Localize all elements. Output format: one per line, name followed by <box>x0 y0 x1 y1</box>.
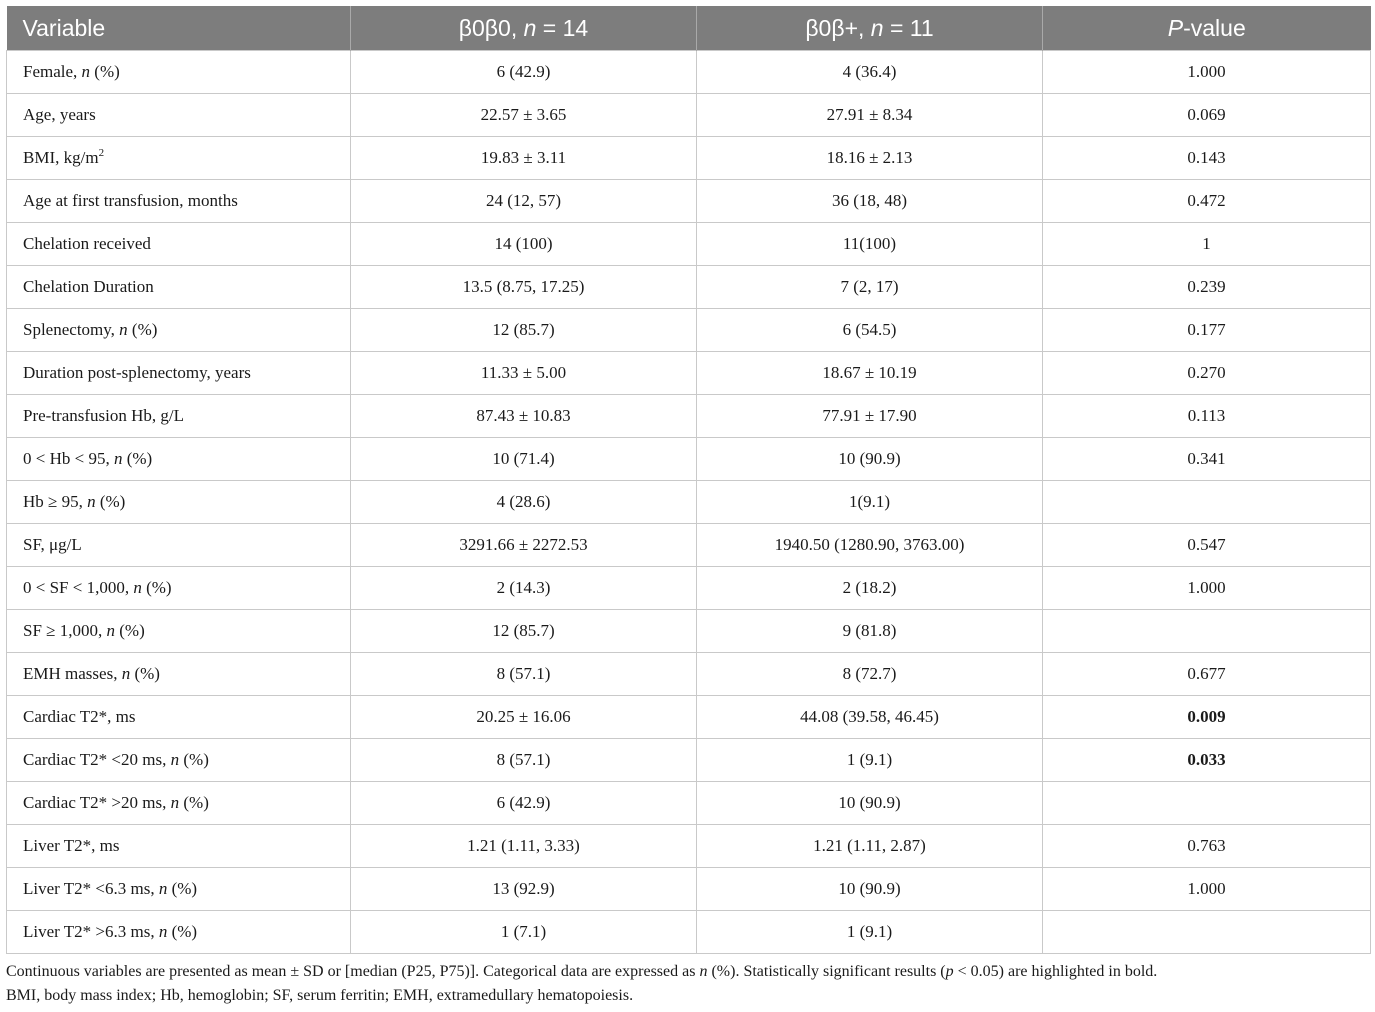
table-row <box>7 94 1371 137</box>
variable-italic-n: n <box>121 664 131 683</box>
variable-text: Cardiac T2* <20 ms, <box>23 750 171 769</box>
footnote-l1-n: n <box>699 963 708 980</box>
header-group-b0bplus <box>697 6 1043 51</box>
variable-text: SF ≥ 1,000, <box>23 621 107 640</box>
cell-b0b0: 12 (85.7) <box>351 309 697 352</box>
cell-b0bplus: 2 (18.2) <box>697 567 1043 610</box>
cell-p-value <box>1043 481 1371 524</box>
table-row <box>7 395 1371 438</box>
cell-b0bplus: 6 (54.5) <box>697 309 1043 352</box>
cell-b0b0: 13 (92.9) <box>351 868 697 911</box>
footnote-l1-b: (%). Statistically significant results ( <box>707 963 946 980</box>
cell-variable <box>7 782 351 825</box>
variable-suffix: (%) <box>90 62 120 81</box>
footnote-l1-p: p <box>945 963 954 980</box>
header-p-value <box>1043 6 1371 51</box>
variable-italic-n: n <box>87 492 96 511</box>
variable-italic-n: n <box>119 320 128 339</box>
table-row <box>7 137 1371 180</box>
cell-variable <box>7 567 351 610</box>
table-body <box>7 51 1371 954</box>
table-row <box>7 739 1371 782</box>
header-row <box>7 6 1371 51</box>
table-row <box>7 352 1371 395</box>
variable-text: Hb ≥ 95, <box>23 492 88 511</box>
table-row <box>7 524 1371 567</box>
variable-text: SF, μg/L <box>23 535 82 554</box>
cell-b0bplus: 77.91 ± 17.90 <box>697 395 1043 438</box>
header-group-b0bplus-label: β0β+, <box>805 14 871 41</box>
cell-b0bplus: 36 (18, 48) <box>697 180 1043 223</box>
table-row <box>7 825 1371 868</box>
variable-text: Liver T2*, ms <box>23 836 120 855</box>
cell-b0bplus: 1940.50 (1280.90, 3763.00) <box>697 524 1043 567</box>
cell-variable <box>7 137 351 180</box>
table-row <box>7 51 1371 94</box>
cell-p-value <box>1043 782 1371 825</box>
cell-b0b0: 8 (57.1) <box>351 739 697 782</box>
cell-variable <box>7 868 351 911</box>
cell-p-value: 1.000 <box>1043 51 1371 94</box>
variable-italic-n: n <box>158 879 168 898</box>
variable-text: Age at first transfusion, months <box>23 191 238 210</box>
cell-p-value: 0.270 <box>1043 352 1371 395</box>
cell-p-value: 0.341 <box>1043 438 1371 481</box>
variable-suffix: (%) <box>167 879 198 898</box>
header-group-b0b0-value: = 14 <box>536 14 589 41</box>
variable-suffix: (%) <box>130 664 160 683</box>
variable-text: 0 < SF < 1,000, <box>23 578 134 597</box>
cell-p-value: 1.000 <box>1043 567 1371 610</box>
cell-b0b0: 87.43 ± 10.83 <box>351 395 697 438</box>
cell-variable <box>7 438 351 481</box>
variable-text: Splenectomy, <box>23 320 120 339</box>
variable-suffix: (%) <box>122 449 153 468</box>
cell-b0b0: 8 (57.1) <box>351 653 697 696</box>
cell-variable <box>7 653 351 696</box>
cell-b0bplus: 1.21 (1.11, 2.87) <box>697 825 1043 868</box>
cell-variable <box>7 309 351 352</box>
cell-variable <box>7 223 351 266</box>
footnote-line-1 <box>6 960 1369 984</box>
header-p-letter: P <box>1167 14 1184 41</box>
cell-b0b0: 2 (14.3) <box>351 567 697 610</box>
cell-b0bplus: 1 (9.1) <box>697 739 1043 782</box>
table-header <box>7 6 1371 51</box>
header-group-b0b0-label: β0β0, <box>458 14 524 41</box>
cell-variable <box>7 524 351 567</box>
cell-b0bplus: 10 (90.9) <box>697 782 1043 825</box>
cell-p-value: 0.033 <box>1043 739 1371 782</box>
table-row <box>7 438 1371 481</box>
cell-b0b0: 6 (42.9) <box>351 51 697 94</box>
cell-b0bplus: 10 (90.9) <box>697 868 1043 911</box>
table-row <box>7 782 1371 825</box>
results-table <box>6 6 1371 954</box>
cell-b0bplus: 18.16 ± 2.13 <box>697 137 1043 180</box>
variable-text: EMH masses, <box>23 664 122 683</box>
variable-text: 0 < Hb < 95, <box>23 449 114 468</box>
variable-text: Age, years <box>23 105 96 124</box>
footnote-l1-c: < 0.05) are highlighted in bold. <box>953 963 1158 980</box>
cell-variable <box>7 911 351 954</box>
table-row <box>7 911 1371 954</box>
cell-b0bplus: 18.67 ± 10.19 <box>697 352 1043 395</box>
variable-superscript: 2 <box>98 147 105 159</box>
cell-variable <box>7 94 351 137</box>
cell-b0bplus: 1(9.1) <box>697 481 1043 524</box>
cell-variable <box>7 610 351 653</box>
variable-suffix: (%) <box>95 492 126 511</box>
variable-text: Liver T2* <6.3 ms, <box>23 879 159 898</box>
table-row <box>7 610 1371 653</box>
variable-text: Female, <box>23 62 82 81</box>
cell-b0b0: 4 (28.6) <box>351 481 697 524</box>
variable-italic-n: n <box>133 578 142 597</box>
variable-italic-n: n <box>81 62 91 81</box>
cell-p-value: 1 <box>1043 223 1371 266</box>
cell-variable <box>7 180 351 223</box>
cell-p-value: 0.547 <box>1043 524 1371 567</box>
cell-b0bplus: 9 (81.8) <box>697 610 1043 653</box>
cell-b0b0: 3291.66 ± 2272.53 <box>351 524 697 567</box>
cell-p-value: 0.143 <box>1043 137 1371 180</box>
cell-b0b0: 20.25 ± 16.06 <box>351 696 697 739</box>
table-row <box>7 696 1371 739</box>
cell-p-value: 0.069 <box>1043 94 1371 137</box>
cell-variable <box>7 481 351 524</box>
variable-italic-n: n <box>170 793 180 812</box>
variable-text: Pre-transfusion Hb, g/L <box>23 406 185 425</box>
variable-italic-n: n <box>170 750 180 769</box>
variable-text: Chelation received <box>23 234 151 253</box>
cell-b0b0: 1.21 (1.11, 3.33) <box>351 825 697 868</box>
header-group-b0b0 <box>351 6 697 51</box>
variable-text: BMI, kg/m <box>23 148 99 167</box>
cell-b0b0: 13.5 (8.75, 17.25) <box>351 266 697 309</box>
variable-italic-n: n <box>106 621 115 640</box>
variable-italic-n: n <box>113 449 123 468</box>
variable-suffix: (%) <box>115 621 145 640</box>
cell-p-value: 0.677 <box>1043 653 1371 696</box>
cell-p-value: 0.239 <box>1043 266 1371 309</box>
cell-p-value: 0.472 <box>1043 180 1371 223</box>
header-p-rest: -value <box>1183 14 1246 41</box>
footnote-line-2: BMI, body mass index; Hb, hemoglobin; SF, serum ferritin; EMH, extramedullary hematopoiesis. <box>6 987 634 1004</box>
table-row <box>7 266 1371 309</box>
cell-b0bplus: 4 (36.4) <box>697 51 1043 94</box>
cell-p-value <box>1043 911 1371 954</box>
table-row <box>7 309 1371 352</box>
variable-text: Duration post-splenectomy, years <box>23 363 251 382</box>
cell-b0b0: 6 (42.9) <box>351 782 697 825</box>
table-footnote <box>6 960 1369 1008</box>
cell-b0bplus: 44.08 (39.58, 46.45) <box>697 696 1043 739</box>
variable-suffix: (%) <box>167 922 198 941</box>
cell-b0b0: 24 (12, 57) <box>351 180 697 223</box>
cell-b0b0: 11.33 ± 5.00 <box>351 352 697 395</box>
cell-p-value: 0.177 <box>1043 309 1371 352</box>
cell-p-value: 0.763 <box>1043 825 1371 868</box>
cell-b0bplus: 1 (9.1) <box>697 911 1043 954</box>
cell-p-value: 1.000 <box>1043 868 1371 911</box>
cell-b0bplus: 10 (90.9) <box>697 438 1043 481</box>
variable-text: Liver T2* >6.3 ms, <box>23 922 159 941</box>
table-row <box>7 567 1371 610</box>
cell-b0bplus: 7 (2, 17) <box>697 266 1043 309</box>
cell-variable <box>7 739 351 782</box>
cell-b0bplus: 8 (72.7) <box>697 653 1043 696</box>
cell-variable <box>7 395 351 438</box>
table-row <box>7 653 1371 696</box>
cell-variable <box>7 51 351 94</box>
table-row <box>7 868 1371 911</box>
cell-p-value: 0.113 <box>1043 395 1371 438</box>
cell-variable <box>7 266 351 309</box>
variable-text: Chelation Duration <box>23 277 154 296</box>
cell-b0b0: 19.83 ± 3.11 <box>351 137 697 180</box>
variable-suffix: (%) <box>127 320 158 339</box>
variable-suffix: (%) <box>141 578 172 597</box>
cell-b0bplus: 11(100) <box>697 223 1043 266</box>
cell-variable <box>7 352 351 395</box>
cell-b0b0: 1 (7.1) <box>351 911 697 954</box>
cell-p-value: 0.009 <box>1043 696 1371 739</box>
cell-b0b0: 12 (85.7) <box>351 610 697 653</box>
header-group-b0bplus-value: = 11 <box>883 14 934 41</box>
variable-text: Cardiac T2*, ms <box>23 707 136 726</box>
footnote-l1-a: Continuous variables are presented as mean ± SD or [median (P25, P75)]. Categorical data are expressed as <box>6 963 700 980</box>
header-group-b0bplus-n: n <box>870 14 884 41</box>
table-row <box>7 481 1371 524</box>
cell-variable <box>7 825 351 868</box>
variable-suffix: (%) <box>179 793 209 812</box>
cell-b0bplus: 27.91 ± 8.34 <box>697 94 1043 137</box>
header-variable: Variable <box>7 6 351 51</box>
variable-italic-n: n <box>158 922 168 941</box>
cell-b0b0: 10 (71.4) <box>351 438 697 481</box>
cell-b0b0: 22.57 ± 3.65 <box>351 94 697 137</box>
cell-p-value <box>1043 610 1371 653</box>
table-row <box>7 223 1371 266</box>
variable-text: Cardiac T2* >20 ms, <box>23 793 171 812</box>
cell-variable <box>7 696 351 739</box>
header-group-b0b0-n: n <box>523 14 537 41</box>
table-row <box>7 180 1371 223</box>
variable-suffix: (%) <box>179 750 209 769</box>
cell-b0b0: 14 (100) <box>351 223 697 266</box>
